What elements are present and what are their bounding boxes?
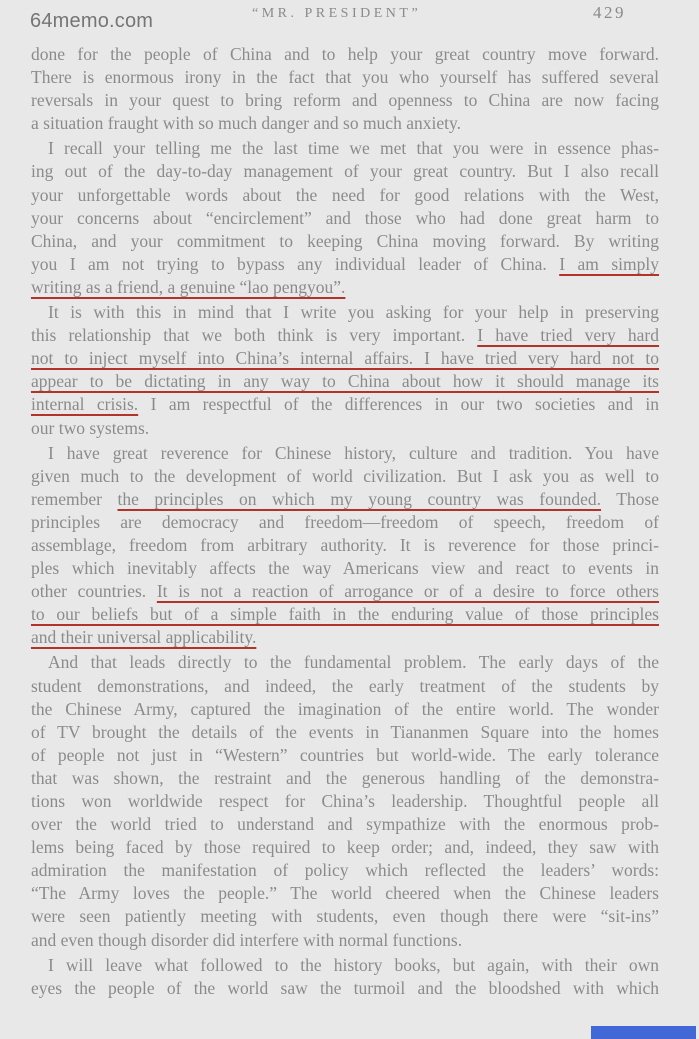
text-segment: reversals in your quest to bring reform and openness to China are now facing bbox=[31, 90, 659, 111]
text-segment: other countries. bbox=[31, 581, 157, 602]
text-line bbox=[31, 301, 659, 324]
text-segment: ing out of the day-to-day management of your great country. But I also recall bbox=[31, 161, 659, 182]
text-line bbox=[31, 813, 659, 836]
text-line bbox=[31, 603, 659, 626]
text-segment: of TV brought the details of the events in Tiananmen Square into the homes bbox=[31, 721, 659, 742]
text-segment: China, and your commitment to keeping China moving forward. By writing bbox=[31, 230, 659, 251]
text-line bbox=[31, 675, 659, 698]
text-line bbox=[31, 276, 659, 299]
text-line bbox=[31, 721, 659, 744]
text-segment: remember bbox=[31, 488, 118, 509]
text-line bbox=[31, 465, 659, 488]
text-line bbox=[31, 790, 659, 813]
text-line bbox=[31, 370, 659, 393]
text-segment: It is with this in mind that I write you asking for your help in preserving bbox=[48, 302, 659, 323]
text-segment: student demonstrations, and indeed, the early treatment of the students by bbox=[31, 675, 659, 696]
text-line bbox=[31, 253, 659, 276]
text-line bbox=[31, 534, 659, 557]
text-line bbox=[31, 66, 659, 89]
text-segment: And that leads directly to the fundamental problem. The early days of the bbox=[48, 652, 659, 673]
text-segment: that was shown, the restraint and the generous handling of the demonstra- bbox=[31, 767, 659, 788]
text-line bbox=[31, 184, 659, 207]
underlined-text: internal crisis. bbox=[31, 394, 139, 415]
text-segment: a situation fraught with so much danger and so much anxiety. bbox=[31, 113, 461, 134]
paragraph bbox=[31, 651, 659, 951]
text-segment: I recall your telling me the last time we met that you were in essence phas- bbox=[48, 138, 659, 159]
text-line bbox=[31, 442, 659, 465]
text-line bbox=[31, 929, 659, 952]
text-segment: over the world tried to understand and sympathize with the enormous prob- bbox=[31, 814, 659, 835]
text-segment: this relationship that we both think is very important. bbox=[31, 325, 478, 346]
text-segment: you I am not trying to bypass any individual leader of China. bbox=[31, 253, 560, 274]
text-line bbox=[31, 859, 659, 882]
paragraph bbox=[31, 954, 659, 1000]
text-segment: ples which inevitably affects the way Americans view and react to events in bbox=[31, 558, 659, 579]
text-segment: Those bbox=[601, 488, 659, 509]
text-segment: eyes the people of the world saw the turmoil and the bloodshed with which bbox=[31, 977, 659, 998]
text-segment: I have great reverence for Chinese history, culture and tradition. You have bbox=[48, 442, 659, 463]
text-line bbox=[31, 160, 659, 183]
underlined-text: to our beliefs but of a simple faith in the enduring value of those principles bbox=[31, 604, 659, 625]
site-watermark: 64memo.com bbox=[30, 10, 154, 32]
text-line bbox=[31, 112, 659, 135]
text-line bbox=[31, 324, 659, 347]
paragraph bbox=[31, 301, 659, 440]
text-line bbox=[31, 393, 659, 416]
text-segment: I will leave what followed to the history books, but again, with their own bbox=[48, 954, 659, 975]
text-line bbox=[31, 905, 659, 928]
text-line bbox=[31, 488, 659, 511]
underlined-text: writing as a friend, a genuine “lao pengyou”. bbox=[31, 276, 346, 297]
text-line bbox=[31, 347, 659, 370]
text-segment: and even though disorder did interfere with normal functions. bbox=[31, 929, 463, 950]
underlined-text: appear to be dictating in any way to China about how it should manage its bbox=[31, 371, 659, 392]
text-segment: our two systems. bbox=[31, 417, 150, 438]
paragraph bbox=[31, 137, 659, 299]
underlined-text: I am simply bbox=[559, 253, 659, 274]
text-segment: done for the people of China and to help your great country move forward. bbox=[31, 44, 659, 64]
underlined-text: not to inject myself into China’s internal affairs. I have tried very hard not to bbox=[31, 348, 659, 369]
text-line bbox=[31, 230, 659, 253]
text-line bbox=[31, 557, 659, 580]
paragraph bbox=[31, 442, 659, 650]
text-line bbox=[31, 698, 659, 721]
underlined-text: the principles on which my young country was founded. bbox=[117, 488, 601, 509]
text-line bbox=[31, 954, 659, 977]
page-text bbox=[31, 43, 659, 1002]
text-segment: “The Army loves the people.” The world cheered when the Chinese leaders bbox=[31, 883, 659, 904]
text-line bbox=[31, 580, 659, 603]
text-segment: of people not just in “Western” countries but world-wide. The early tolerance bbox=[31, 744, 659, 765]
text-segment: There is enormous irony in the fact that you who yourself has suffered several bbox=[31, 67, 659, 88]
text-line bbox=[31, 511, 659, 534]
text-line bbox=[31, 977, 659, 1000]
text-segment: lems being faced by those required to keep order; and, indeed, they saw with bbox=[31, 837, 659, 858]
text-line bbox=[31, 43, 659, 66]
text-segment: were seen patiently meeting with students, even though there were “sit-ins” bbox=[31, 906, 659, 927]
text-segment: given much to the development of world civilization. But I ask you as well to bbox=[31, 465, 659, 486]
text-line bbox=[31, 836, 659, 859]
text-segment: I am respectful of the differences in our two societies and in bbox=[138, 394, 659, 415]
underlined-text: I have tried very hard bbox=[477, 325, 660, 346]
text-segment: principles are democracy and freedom—freedom of speech, freedom of bbox=[31, 511, 659, 532]
text-segment: your unforgettable words about the need for good relations with the West, bbox=[31, 184, 659, 205]
text-segment: your concerns about “encirclement” and those who had done great harm to bbox=[31, 207, 659, 228]
running-title: “MR. PRESIDENT” bbox=[252, 6, 422, 21]
page-number: 429 bbox=[593, 3, 626, 22]
text-line bbox=[31, 417, 659, 440]
text-line bbox=[31, 137, 659, 160]
text-line bbox=[31, 207, 659, 230]
text-line bbox=[31, 626, 659, 649]
text-segment: assemblage, freedom from arbitrary authority. It is reverence for those princi- bbox=[31, 534, 659, 555]
text-line bbox=[31, 651, 659, 674]
text-line bbox=[31, 89, 659, 112]
paragraph bbox=[31, 43, 659, 135]
text-line bbox=[31, 767, 659, 790]
underlined-text: and their universal applicability. bbox=[31, 627, 257, 648]
scrollbar-thumb[interactable] bbox=[591, 1026, 696, 1039]
underlined-text: It is not a reaction of arrogance or of a desire to force others bbox=[156, 581, 659, 602]
text-segment: the Chinese Army, captured the imagination of the entire world. The wonder bbox=[31, 698, 659, 719]
text-segment: tions won worldwide respect for China’s leadership. Thoughtful people all bbox=[31, 791, 659, 811]
text-line bbox=[31, 744, 659, 767]
text-segment: admiration the manifestation of policy which reflected the leaders’ words: bbox=[31, 860, 659, 881]
text-line bbox=[31, 882, 659, 905]
